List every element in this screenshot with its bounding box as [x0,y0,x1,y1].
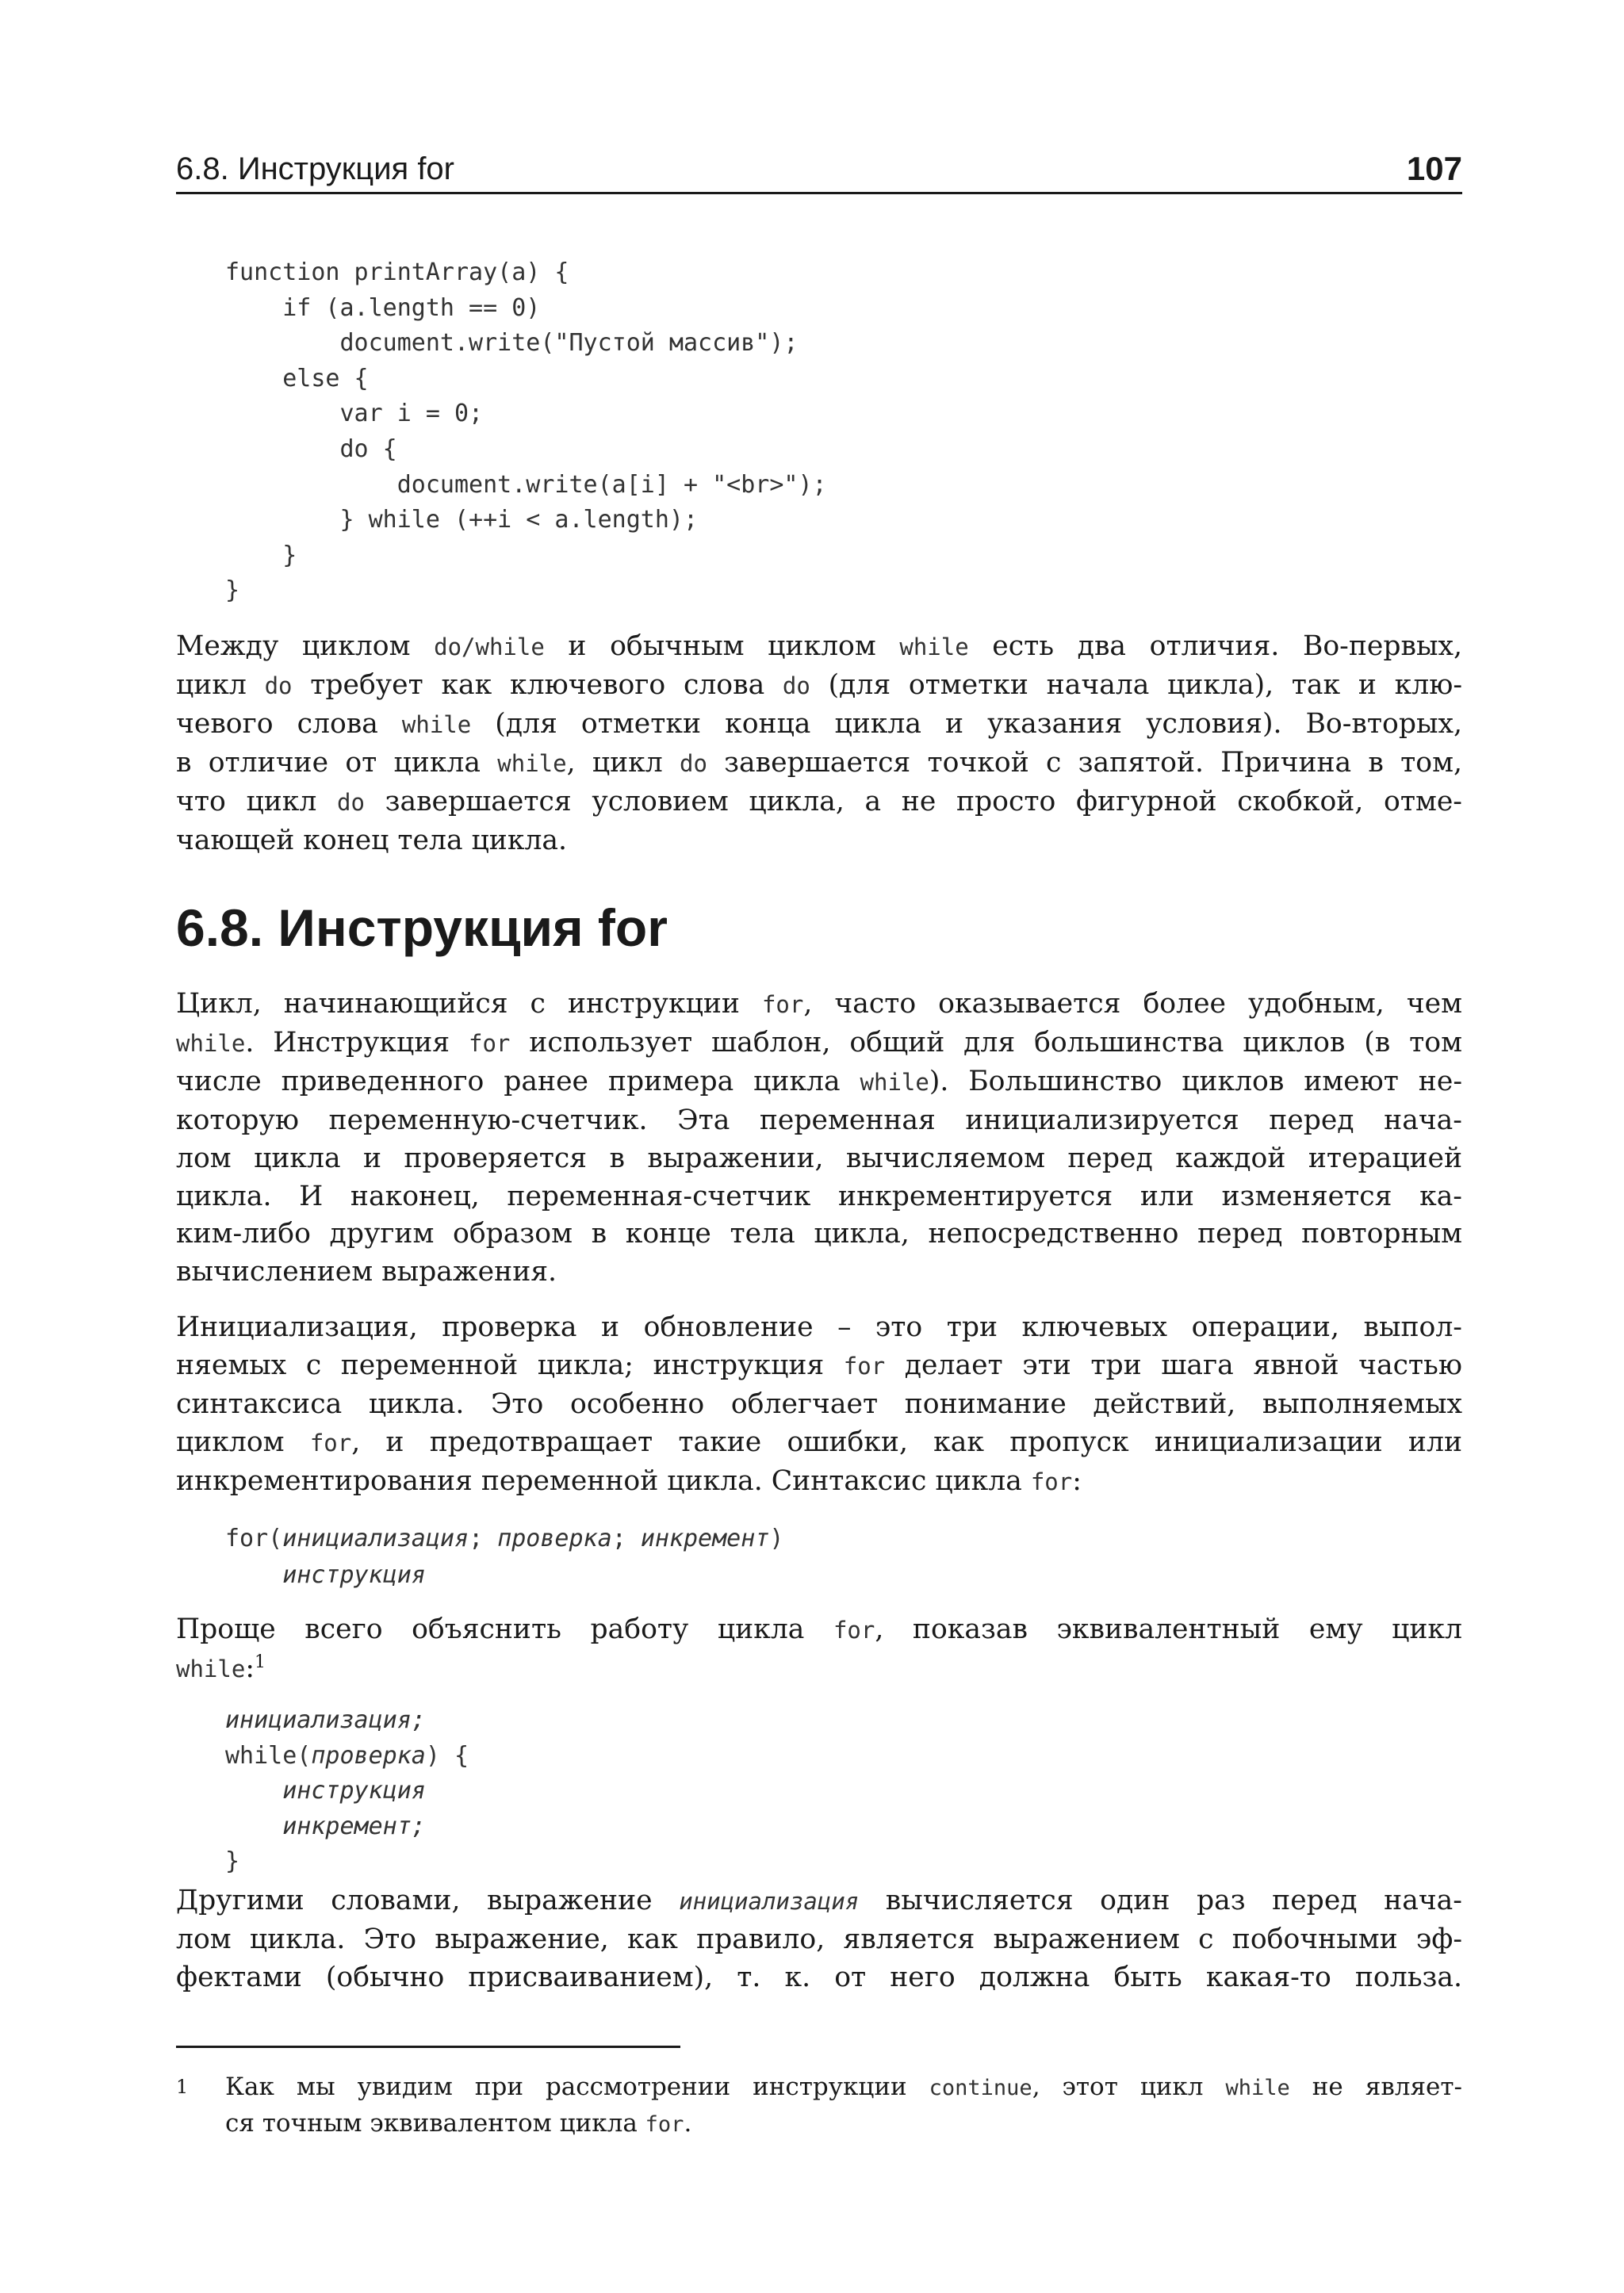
text-line: циклом for, и предотвращает такие ошибки, как пропуск инициализации или [176,1426,1462,1458]
text-line: которую переменную-счетчик. Эта переменная инициализируется перед нача- [176,1104,1462,1136]
footnote-separator [176,2046,680,2048]
paragraph-for-intro [176,986,1462,1292]
section-heading: 6.8. Инструкция for [176,898,668,957]
code-line: else { [225,364,369,392]
text-line: фектами (обычно присваиванием), т. к. от него должна быть какая-то польза. [176,1961,1462,1993]
code-while-equivalent [225,1703,469,1880]
text-line: синтаксиса цикла. Это особенно облегчает понимание действий, выполняемых [176,1388,1462,1420]
code-for-syntax [225,1521,783,1594]
paragraph-for-operations [176,1309,1462,1502]
text-line: Как мы увидим при рассмотрении инструкции continue, этот цикл while не являет- [225,2073,1462,2101]
code-line: while(проверка) { [225,1741,469,1770]
code-line: document.write(a[i] + "<br>"); [225,470,827,499]
text-line: Инициализация, проверка и обновление – это три ключевых операции, выпол- [176,1311,1462,1343]
text-line: Между циклом do/while и обычным циклом while есть два отличия. Во-первых, [176,630,1462,662]
footnote-text [225,2069,1462,2142]
code-line: for(инициализация; проверка; инкремент) [225,1525,784,1552]
code-line: function printArray(a) { [225,258,569,286]
text-line: чающей конец тела цикла. [176,824,568,856]
text-line: while. Инструкция for использует шаблон, общий для большинства циклов (в том [176,1026,1462,1058]
paragraph-initialization-expression [176,1882,1462,1997]
paragraph-do-while-differences [176,628,1462,859]
code-line: var i = 0; [225,400,484,428]
code-line: } [225,1847,240,1876]
code-line: инкремент; [282,1812,426,1840]
text-line: няемых с переменной цикла; инструкция for делает эти три шага явной частью [176,1349,1462,1381]
text-line: while:$^1$ [176,1652,266,1684]
text-line: лом цикла и проверяется в выражении, вычисляемом перед каждой итерацией [176,1142,1462,1174]
text-line: ся точным эквивалентом цикла for. [225,2109,692,2138]
code-line: инструкция [282,1777,426,1805]
code-line: if (a.length == 0) [225,293,541,322]
code-line: } [225,576,240,605]
code-line: инструкция [282,1561,426,1589]
code-line: do { [225,434,397,463]
text-line: Проще всего объяснить работу цикла for, показав эквивалентный ему цикл [176,1614,1462,1645]
text-line: лом цикла. Это выражение, как правило, является выражением с побочными эф- [176,1923,1462,1955]
text-line: ким-либо другим образом в конце тела цикла, непосредственно перед повторным [176,1218,1462,1250]
running-head [176,149,1462,194]
text-line: Другими словами, выражение инициализация вычисляется один раз перед нача- [176,1885,1462,1916]
code-line: } while (++i < a.length); [225,506,699,534]
footnote-reference[interactable]: 1 [254,1652,266,1672]
text-line: цикла. И наконец, переменная-счетчик инкрементируется или изменяется ка- [176,1180,1462,1212]
code-line: } [225,541,297,569]
text-line: Цикл, начинающийся с инструкции for, часто оказывается более удобным, чем [176,988,1462,1020]
text-line: чевого слова while (для отметки конца цикла и указания условия). Во-вторых, [176,707,1462,740]
running-head-title: 6.8. Инструкция for [176,151,454,186]
text-line: цикл do требует как ключевого слова do (для отметки начала цикла), так и клю- [176,668,1463,701]
text-line: что цикл do завершается условием цикла, а не просто фигурной скобкой, отме- [176,785,1462,817]
code-line: document.write("Пустой массив"); [225,329,799,358]
footnote-number: 1 [176,2076,189,2098]
code-listing-printarray [225,255,827,609]
text-line: в отличие от цикла while, цикл do завершается точкой с запятой. Причина в том, [176,746,1462,779]
page-number: 107 [1406,150,1462,187]
text-line: инкрементирования переменной цикла. Синтаксис цикла for: [176,1464,1082,1497]
text-line: вычислением выражения. [176,1256,557,1288]
paragraph-while-equivalent [176,1611,1462,1689]
text-line: числе приведенного ранее примера цикла while). Большинство циклов имеют не- [176,1065,1462,1097]
code-line: инициализация; [225,1706,426,1734]
